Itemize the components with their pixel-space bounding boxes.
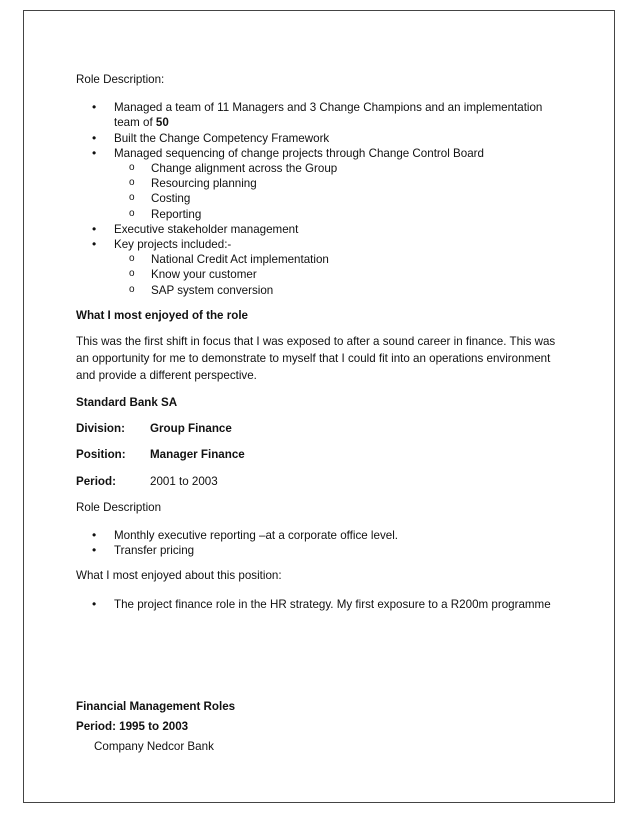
role-description-heading: Role Description: <box>76 73 165 86</box>
period-row <box>76 474 556 489</box>
division-value: Group Finance <box>150 422 232 436</box>
list-item: • The project finance role in the HR strategy. My first exposure to a R200m programme <box>76 597 556 612</box>
sub-list-item: o National Credit Act implementation <box>76 252 556 267</box>
division-label: Division: <box>76 422 125 436</box>
position-value: Manager Finance <box>150 448 245 462</box>
sub-list-item: o Know your customer <box>76 267 556 282</box>
period-label: Period: <box>76 474 116 488</box>
role-bullet-list <box>76 100 556 298</box>
list-item: • Transfer pricing <box>76 543 556 558</box>
role-description-heading-2: Role Description <box>76 500 162 514</box>
list-item: • Executive stakeholder management <box>76 222 556 237</box>
sub-list-item: o Costing <box>76 191 556 206</box>
sub-list-item: o SAP system conversion <box>76 283 556 298</box>
financial-roles-heading: Financial Management Roles <box>76 699 236 713</box>
list-item: • Key projects included:- <box>76 237 556 252</box>
sub-list-item: o Resourcing planning <box>76 176 556 191</box>
enjoyed-position-heading: What I most enjoyed about this position: <box>76 569 282 583</box>
enjoyed-bullet-list <box>76 597 556 612</box>
division-row <box>76 421 556 436</box>
sub-list-item: o Reporting <box>76 207 556 222</box>
position-row <box>76 447 556 462</box>
period-value: 2001 to 2003 <box>150 474 218 488</box>
financial-company: Company Nedcor Bank <box>94 740 214 754</box>
enjoyed-role-text: This was the first shift in focus that I was exposed to after a sound career in finance. This was an opportunity for me to demonstrate to myself that I could fit into an operations environment and provide a different perspective. <box>76 335 556 383</box>
list-item: • Managed sequencing of change projects through Change Control Board <box>76 146 556 161</box>
sub-list-item: o Change alignment across the Group <box>76 161 556 176</box>
company-name: Standard Bank SA <box>76 396 178 410</box>
enjoyed-role-heading: What I most enjoyed of the role <box>76 308 248 322</box>
position-label: Position: <box>76 448 126 462</box>
role-bullet-list-2 <box>76 528 556 558</box>
list-item: • Built the Change Competency Framework <box>76 131 556 146</box>
list-item: • Managed a team of 11 Managers and 3 Change Champions and an implementation team of 50 <box>76 100 556 130</box>
financial-period: Period: 1995 to 2003 <box>76 720 189 734</box>
document-body <box>76 72 556 754</box>
list-item: • Monthly executive reporting –at a corporate office level. <box>76 528 556 543</box>
